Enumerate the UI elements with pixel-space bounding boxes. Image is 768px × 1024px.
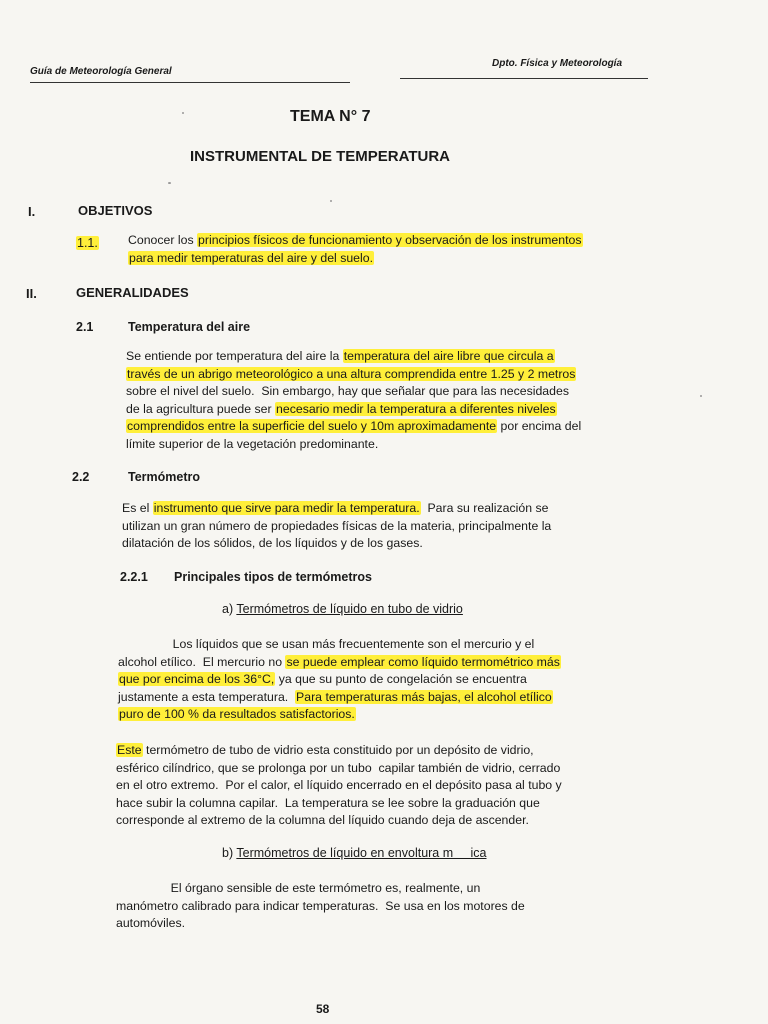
a_p-line [118,636,648,654]
s22_p-line-pre: dilatación de los sólidos, de los líquidos y de los gases. [122,536,423,550]
s21_p-line-highlight: través de un abrigo meteorológico a una altura comprendida entre 1.25 y 2 metros [127,366,576,381]
scan-speck [182,112,184,114]
subsection-2-2-1-title: Principales tipos de termómetros [174,570,372,584]
b_p-line-pre: automóviles. [116,916,186,930]
a_p-line [118,706,648,724]
b_p-line-pre: El órgano sensible de este termómetro es, realmente, un [116,881,481,895]
section-1-number: I. [28,204,36,219]
page-number: 58 [316,1002,330,1016]
s21_p-line-pre: Se entiende por temperatura del aire la [126,349,343,363]
objective-number-text: 1.1. [77,236,98,250]
a_p2-line [116,760,648,778]
s22_p-line [122,500,648,518]
a_p-line-pre: alcohol etílico. El mercurio no [118,654,286,669]
b_p-line [116,915,648,933]
a_p-line-pre: justamente a esta temperatura. [118,689,296,704]
s21_p-line [126,401,648,419]
paragraph-metal-envelope [116,880,648,933]
s21_p-line-highlight: temperatura del aire libre que circula a [343,349,554,363]
type-a-label: a) [222,602,234,616]
objective-line-1-highlight: principios físicos de funcionamiento y observación de los instrumentos [198,233,582,247]
s22_p-line-highlight: instrumento que sirve para medir la temperatura. [153,501,420,515]
a_p2-line-post: termómetro de tubo de vidrio esta constituido por un depósito de vidrio, [142,743,534,757]
a_p-line [118,671,648,689]
header-left: Guía de Meteorología General [30,66,172,77]
type-a-title: Termómetros de líquido en tubo de vidrio [236,602,463,616]
objective-line-1 [128,232,654,250]
s21_p-line-highlight: necesario medir la temperatura a diferentes niveles [276,401,556,416]
s21_p-line-highlight: comprendidos entre la superficie del suelo y 10m aproximadamente [127,419,497,433]
a_p-line-highlight: Para temperaturas más bajas, el alcohol etílico [296,689,552,704]
a_p2-line-pre: corresponde al extremo de la columna del líquido cuando deja de ascender. [116,813,529,827]
a_p-line-pre: Los líquidos que se usan más frecuentemente son el mercurio y el [118,637,535,651]
section-1-title: OBJETIVOS [78,203,153,218]
scan-speck [700,395,702,397]
objective-line-2-highlight: para medir temperaturas del aire y del suelo. [129,250,374,265]
objective-number [76,236,99,250]
s22_p-line-pre: utilizan un gran número de propiedades físicas de la materia, principalmente la [122,518,552,533]
a_p2-line [116,812,648,830]
scan-speck [330,200,332,202]
subsection-2-2-number: 2.2 [72,470,90,484]
a_p-line-post: ya que su punto de congelación se encuentra [275,672,527,686]
b_p-line [116,898,648,916]
s21_p-line [126,436,648,454]
objective-line-1-pre: Conocer los [128,233,198,247]
a_p-line-highlight: que por encima de los 36°C, [119,672,275,686]
s22_p-line [122,518,648,536]
header-rule-left [30,82,350,83]
type-b-heading [222,846,487,860]
s21_p-line [126,348,648,366]
s21_p-line [126,383,648,401]
subsection-2-2-1-number: 2.2.1 [120,570,148,584]
subsection-2-1-number: 2.1 [76,320,94,334]
a_p-line-highlight: se puede emplear como líquido termométrico más [286,654,560,669]
paragraph-liquid-glass [118,636,648,724]
header-right: Dpto. Física y Meteorología [492,58,623,69]
s21_p-line [126,418,648,436]
scan-speck [168,182,171,184]
a_p2-line-pre: hace subir la columna capilar. La temperatura se lee sobre la graduación que [116,795,540,810]
a_p2-line-highlight: Este [117,743,142,757]
a_p2-line-pre: esférico cilíndrico, que se prolonga por un tubo capilar también de vidrio, cerrado [116,760,561,775]
section-2-number: II. [26,286,37,301]
s22_p-line [122,535,648,553]
subsection-2-2-title: Termómetro [128,470,201,484]
paragraph-air-temperature [126,348,648,453]
a_p-line-highlight: puro de 100 % da resultados satisfactorios. [119,707,355,721]
paragraph-thermometer [122,500,648,553]
b_p-line-pre: manómetro calibrado para indicar temperaturas. Se usa en los motores de [116,898,525,913]
b_p-line [116,880,648,898]
subject-title: INSTRUMENTAL DE TEMPERATURA [190,148,450,165]
tema-title: TEMA N° 7 [290,108,371,125]
a_p2-line [116,742,648,760]
objective-text [128,232,654,267]
section-2-title: GENERALIDADES [76,285,189,300]
subsection-2-1-title: Temperatura del aire [128,320,251,334]
type-b-label: b) [222,846,234,860]
objective-line-2 [128,250,654,268]
type-a-heading [222,602,463,616]
s22_p-line-pre: Es el [122,501,153,515]
a_p-line [118,689,648,707]
s22_p-line-post: Para su realización se [420,501,549,515]
s21_p-line [126,366,648,384]
s21_p-line-pre: de la agricultura puede ser [126,401,276,416]
a_p2-line [116,777,648,795]
a_p-line [118,654,648,672]
a_p2-line-pre: en el otro extremo. Por el calor, el líquido encerrado en el depósito pasa al tubo y [116,778,562,792]
s21_p-line-pre: límite superior de la vegetación predominante. [126,436,379,451]
a_p2-line [116,795,648,813]
paragraph-glass-construction [116,742,648,830]
s21_p-line-post: por encima del [497,419,582,433]
header-rule-right [400,78,648,79]
s21_p-line-pre: sobre el nivel del suelo. Sin embargo, hay que señalar que para las necesidades [126,384,569,398]
type-b-title: Termómetros de líquido en envoltura m ica [236,846,487,860]
